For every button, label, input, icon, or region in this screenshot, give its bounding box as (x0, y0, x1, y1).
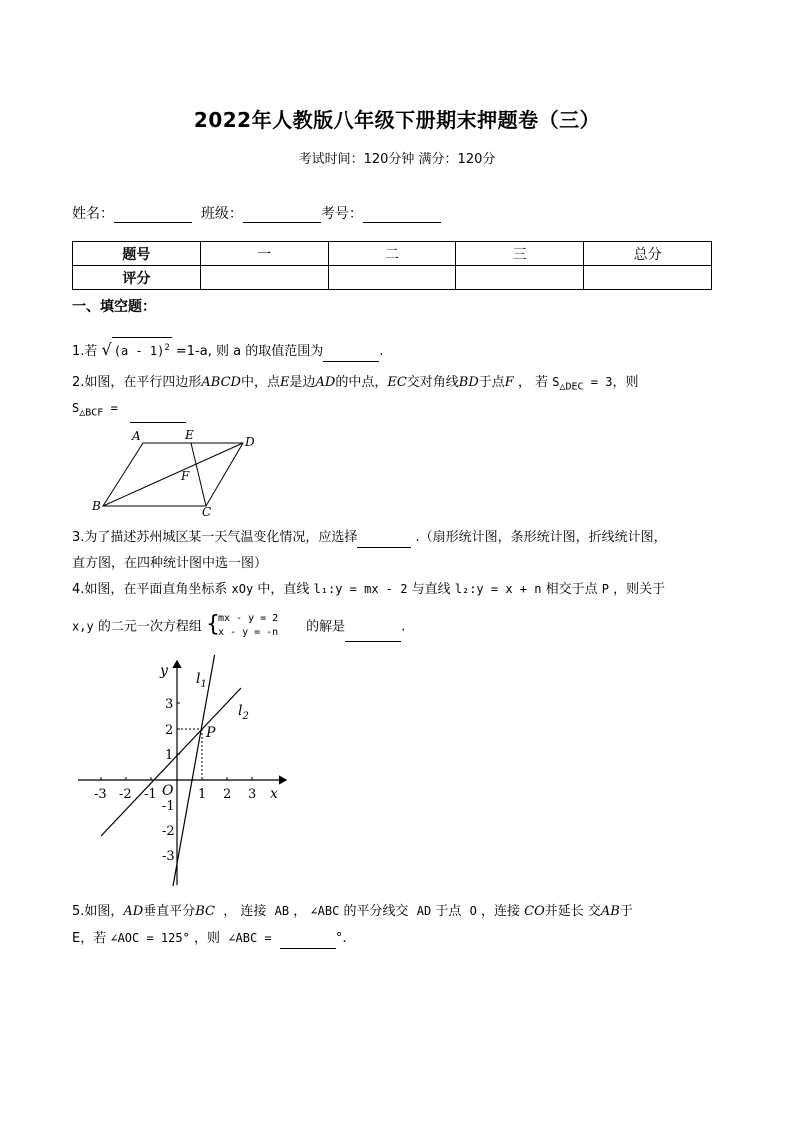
q4-equation-1: mx - y = 2 (217, 613, 279, 624)
y-axis-label: y (160, 663, 168, 679)
q1-exponent: 2 (164, 343, 170, 353)
id-field[interactable] (363, 208, 441, 223)
q4-text: 4.如图，在平面直角坐标系 (72, 582, 228, 597)
q1-answer-blank[interactable] (323, 347, 379, 362)
q4-text: 的二元一次方程组 (97, 619, 202, 635)
q5-text: ，则 (193, 931, 220, 946)
line-l1 (173, 655, 216, 886)
score-cell[interactable] (328, 266, 456, 290)
q5-text: ， 连接 (223, 904, 267, 919)
q5-angle-aoc: ∠AOC = 125° (110, 931, 190, 945)
q2-text: 中，点 (240, 375, 280, 390)
q2-text: 于点 (478, 375, 505, 390)
table-cell: 评分 (73, 266, 201, 290)
q5-angle-abc: ∠ABC = (228, 931, 272, 945)
q5-ab: AB (600, 904, 620, 919)
name-label: 姓名： (72, 206, 114, 222)
score-cell[interactable] (200, 266, 328, 290)
q2-ec: EC (387, 375, 407, 390)
table-row (73, 266, 712, 290)
id-label: 考号： (320, 206, 363, 222)
q5-text: 于点 (435, 904, 462, 919)
q5-answer-blank[interactable] (280, 934, 336, 949)
q2-f: F (504, 375, 514, 390)
q2-text: 是边 (289, 375, 316, 390)
student-info (72, 203, 441, 223)
q5-text: 于 (619, 904, 633, 919)
label-c: C (202, 505, 212, 518)
q4-text: 的解是 (306, 619, 346, 635)
parallelogram-figure (88, 428, 268, 518)
table-cell: 一 (200, 242, 328, 266)
x-tick-label: -2 (119, 787, 132, 802)
x-axis-label: x (270, 786, 278, 802)
table-cell: 题号 (73, 242, 201, 266)
q5-bc: BC (195, 904, 215, 919)
q4-answer-blank[interactable] (345, 627, 401, 642)
q5-text: 垂直平分 (143, 904, 196, 919)
score-cell[interactable] (456, 266, 584, 290)
class-label: 班级： (200, 206, 243, 222)
score-table (72, 241, 712, 290)
q5-text: ，连接 (480, 904, 520, 919)
table-cell: 总分 (584, 242, 712, 266)
question-2-line2 (72, 398, 722, 423)
label-d: D (245, 435, 255, 449)
q4-text: 相交于点 (545, 582, 598, 597)
q1-end: . (379, 344, 384, 359)
q2-answer-blank[interactable] (130, 408, 186, 423)
class-field[interactable] (243, 208, 321, 223)
coordinate-graph (74, 655, 294, 890)
q2-s-bcf: S (72, 401, 80, 415)
page-title: 2022年人教版八年级下册期末押题卷（三） (193, 108, 601, 132)
q3-text: 3.为了描述苏州城区某一天气温变化情况，应选择 (72, 530, 358, 545)
q2-text: 2.如图，在平行四边形 (72, 375, 202, 390)
point-p-label: P (206, 725, 216, 741)
x-tick-label: 1 (198, 787, 207, 802)
q2-abcd: ABCD (201, 375, 241, 390)
q5-text: E，若 (72, 931, 107, 946)
q3-text: .（扇形统计图，条形统计图，折线统计图， (415, 530, 667, 545)
question-5-line2 (72, 928, 722, 949)
y-tick-label: -1 (162, 799, 175, 814)
y-tick-label: 3 (165, 697, 174, 712)
q2-e: E (279, 375, 290, 390)
q5-text: 并延长 交 (544, 904, 601, 919)
label-b: B (92, 499, 101, 513)
y-tick-label: 1 (165, 748, 174, 763)
q4-text: . (401, 619, 406, 635)
exam-meta: 考试时间：120分钟 满分：120分 (298, 152, 496, 167)
q2-ad: AD (315, 375, 336, 390)
q5-text: °. (335, 931, 347, 946)
q2-text: ，则 (612, 375, 639, 390)
q1-prefix: 1.若 (72, 344, 98, 359)
q5-ad: AD (123, 904, 144, 919)
q5-angle-abc: ∠ABC (310, 904, 340, 918)
line-l1-label: $l_1$ (196, 671, 207, 690)
q5-text: 5.如图， (72, 904, 124, 919)
q5-text: ， (293, 904, 307, 919)
q3-answer-blank[interactable] (357, 533, 411, 548)
question-1 (72, 337, 722, 362)
q4-p: P (601, 582, 609, 596)
question-4 (72, 579, 722, 600)
table-row (73, 242, 712, 266)
q2-s-dec: S (552, 375, 560, 389)
question-5 (72, 901, 722, 922)
q4-text: 中，直线 (257, 582, 310, 597)
line-l2-label: $l_2$ (238, 703, 249, 722)
segment-ec (191, 443, 206, 506)
table-cell: 三 (456, 242, 584, 266)
q5-o: O (469, 904, 477, 918)
q5-text: 的平分线交 (343, 904, 409, 919)
score-cell[interactable] (584, 266, 712, 290)
q4-xy: x,y (72, 619, 94, 634)
label-a: A (132, 429, 141, 443)
q4-equation-2: x - y = -n (217, 627, 279, 638)
y-tick-label: 2 (165, 723, 174, 738)
q2-s-bcf-sub: △BCF (79, 407, 104, 419)
q5-ab: AB (274, 904, 290, 918)
q4-line1: l₁:y = mx - 2 (313, 582, 408, 596)
section-title: 一、填空题： (72, 299, 156, 315)
label-f: F (181, 469, 190, 483)
origin-label: O (162, 783, 174, 799)
q1-suffix: =1-a, 则 a 的取值范围为 (175, 344, 324, 359)
name-field[interactable] (114, 208, 192, 223)
x-tick-label: 2 (223, 787, 232, 802)
q1-radicand: (a - 1) (113, 344, 165, 358)
q4-line2: l₂:y = x + n (454, 582, 542, 596)
label-e: E (185, 428, 194, 442)
q2-text: 交对角线 (406, 375, 459, 390)
q4-text: 与直线 (411, 582, 451, 597)
question-4-line2 (72, 612, 722, 642)
q2-s-dec-val: = 3 (590, 375, 613, 389)
question-3-line2: 直方图，在四种统计图中选一图） (72, 556, 268, 571)
equation-system: { mx - y = 2 x - y = -n (205, 612, 279, 638)
diagonal-bd (103, 443, 243, 506)
q2-s-bcf-eq: = (110, 401, 118, 415)
question-2 (72, 372, 722, 397)
q2-s-dec-sub: △DEC (559, 381, 584, 393)
q5-ad: AD (416, 904, 432, 918)
x-tick-label: -1 (144, 787, 157, 802)
x-tick-label: 3 (248, 787, 257, 802)
question-3 (72, 528, 722, 548)
q2-text: ， 若 (517, 375, 549, 390)
q5-co: CO (524, 904, 545, 919)
q4-xoy: xOy (231, 582, 254, 596)
q2-bd: BD (458, 375, 479, 390)
y-tick-label: -2 (162, 824, 175, 839)
sqrt-expression: √ (a - 1)$^2$ (102, 337, 172, 362)
q2-text: 的中点， (335, 375, 388, 390)
x-tick-label: -3 (94, 787, 107, 802)
q4-text: ，则关于 (613, 582, 666, 597)
y-tick-label: -3 (162, 849, 175, 864)
table-cell: 二 (328, 242, 456, 266)
